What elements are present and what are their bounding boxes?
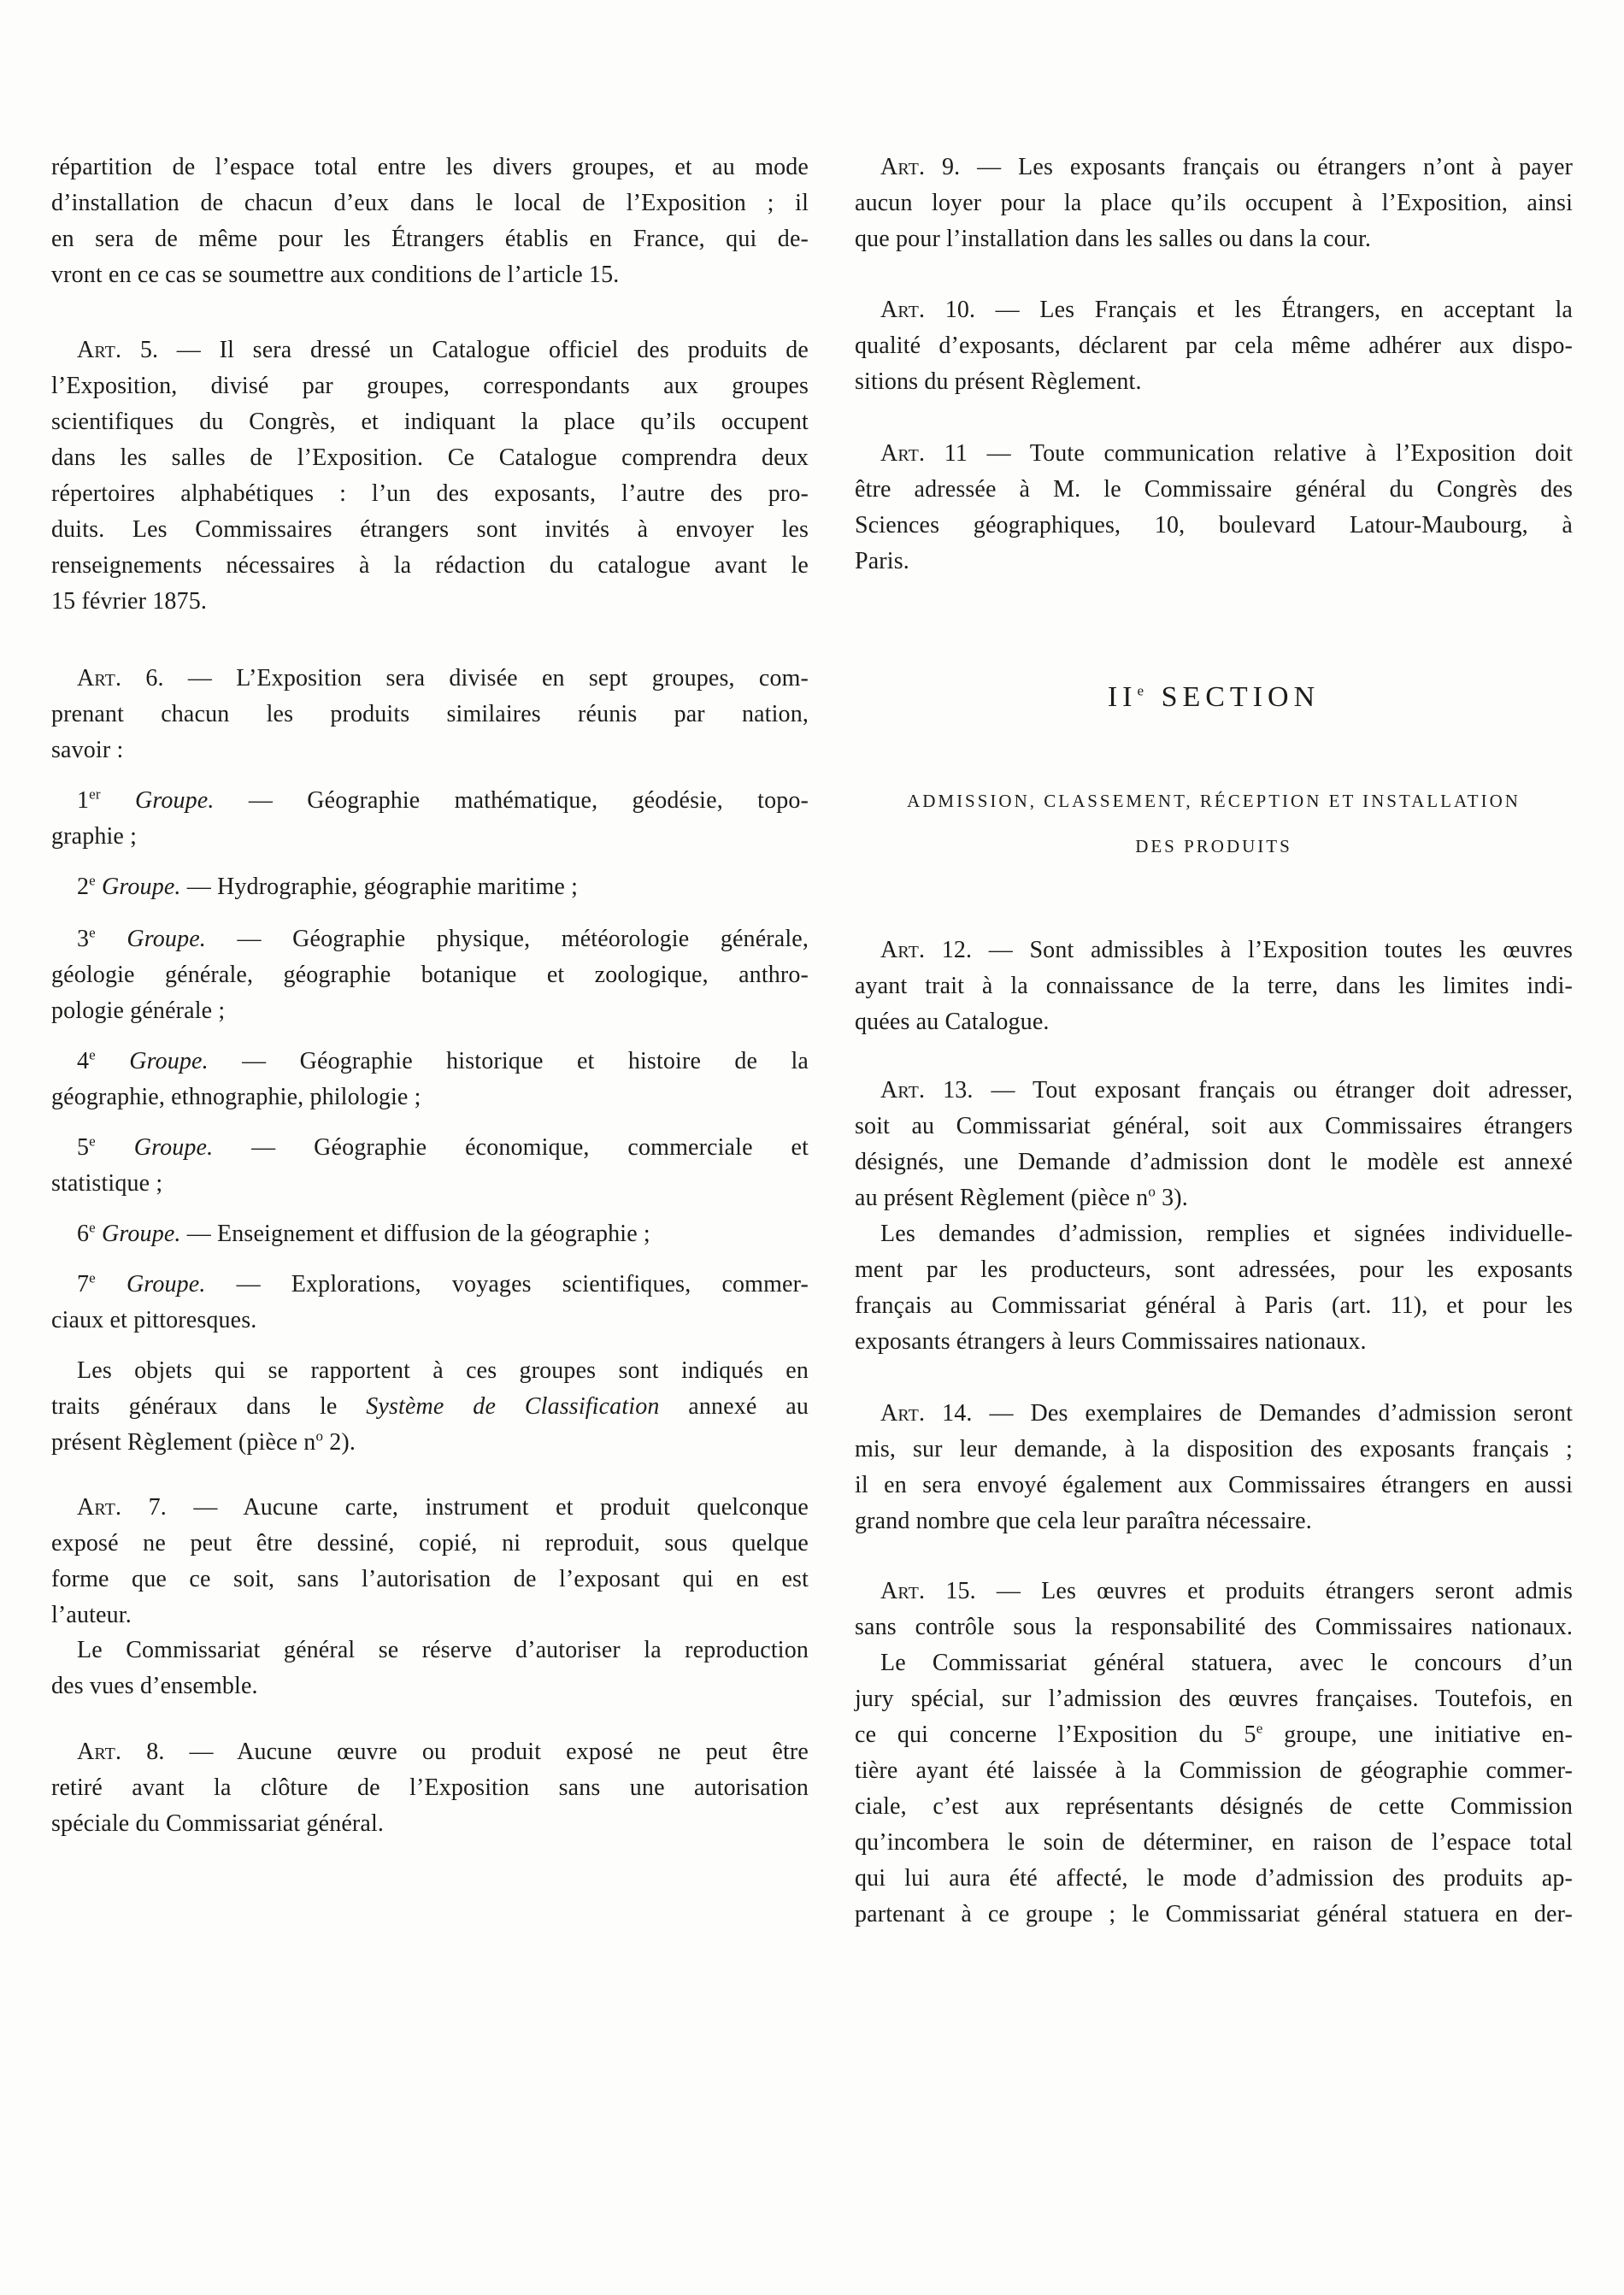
right-text-line: partenant à ce groupe ; le Commissariat général statuera en der- bbox=[855, 1901, 1573, 1927]
right-text-line: Art. 9. — Les exposants français ou étrangers n’ont à payer bbox=[880, 154, 1573, 180]
right-text-line: sans contrôle sous la responsabilité des Commissaires nationaux. bbox=[855, 1614, 1573, 1640]
left-text-line: 3e Groupe. — Géographie physique, météorologie générale, bbox=[77, 924, 809, 952]
left-text-line: forme que ce soit, sans l’autorisation de l’exposant qui en est bbox=[51, 1566, 809, 1592]
right-text-line: ment par les producteurs, sont adressées, pour les exposants bbox=[855, 1256, 1573, 1283]
right-text-line: tière ayant été laissée à la Commission de géographie commer- bbox=[855, 1757, 1573, 1784]
left-text-line: Les objets qui se rapportent à ces groupes sont indiqués en bbox=[77, 1357, 809, 1384]
section-heading: IIe SECTION bbox=[1107, 681, 1321, 713]
right-text-line: qui lui aura été affecté, le mode d’admission des produits ap- bbox=[855, 1865, 1573, 1892]
right-text-line: qualité d’exposants, déclarent par cela même adhérer aux dispo- bbox=[855, 332, 1573, 359]
left-text-line: duits. Les Commissaires étrangers sont invités à envoyer les bbox=[51, 516, 809, 543]
left-text-line: 15 février 1875. bbox=[51, 588, 208, 615]
right-text-line: Le Commissariat général statuera, avec le concours d’un bbox=[880, 1650, 1573, 1676]
right-text-line: aucun loyer pour la place qu’ils occupent à l’Exposition, ainsi bbox=[855, 190, 1573, 216]
left-text-line: savoir : bbox=[51, 737, 124, 763]
right-text-line: jury spécial, sur l’admission des œuvres françaises. Toutefois, en bbox=[855, 1686, 1573, 1712]
left-text-line: géologie générale, géographie botanique et zoologique, anthro- bbox=[51, 962, 809, 988]
right-text-line: ayant trait à la connaissance de la terre, dans les limites indi- bbox=[855, 973, 1573, 999]
right-text-line: être adressée à M. le Commissaire général du Congrès des bbox=[855, 476, 1573, 503]
right-text-line: soit au Commissariat général, soit aux Commissaires étrangers bbox=[855, 1113, 1573, 1139]
right-text-line: il en sera envoyé également aux Commissaires étrangers en aussi bbox=[855, 1472, 1573, 1498]
left-text-line: 1er Groupe. — Géographie mathématique, géodésie, topo- bbox=[77, 786, 809, 814]
left-text-line: Le Commissariat général se réserve d’autoriser la reproduction bbox=[77, 1637, 809, 1663]
left-text-line: l’auteur. bbox=[51, 1602, 132, 1628]
right-text-line: Art. 12. — Sont admissibles à l’Exposition toutes les œuvres bbox=[880, 937, 1573, 963]
right-text-line: ciale, c’est aux représentants désignés de cette Commission bbox=[855, 1793, 1573, 1820]
right-text-line: Art. 15. — Les œuvres et produits étrangers seront admis bbox=[880, 1578, 1573, 1604]
left-text-line: 5e Groupe. — Géographie économique, commerciale et bbox=[77, 1133, 809, 1161]
left-text-line: spéciale du Commissariat général. bbox=[51, 1810, 385, 1837]
left-text-line: pologie générale ; bbox=[51, 997, 226, 1024]
left-text-line: scientifiques du Congrès, et indiquant la place qu’ils occupent bbox=[51, 409, 809, 435]
right-text-line: Sciences géographiques, 10, boulevard Latour-Maubourg, à bbox=[855, 512, 1573, 538]
left-text-line: ciaux et pittoresques. bbox=[51, 1307, 257, 1333]
left-text-line: d’installation de chacun d’eux dans le local de l’Exposition ; il bbox=[51, 190, 809, 216]
left-text-line: 7e Groupe. — Explorations, voyages scientifiques, commer- bbox=[77, 1269, 809, 1298]
left-text-line: répartition de l’espace total entre les divers groupes, et au mode bbox=[51, 154, 809, 180]
left-text-line: prenant chacun les produits similaires réunis par nation, bbox=[51, 701, 809, 727]
left-text-line: 6e Groupe. — Enseignement et diffusion de la géographie ; bbox=[77, 1219, 650, 1247]
left-text-line: présent Règlement (pièce $n^o$ 2). bbox=[51, 1427, 356, 1456]
right-text-line: que pour l’installation dans les salles ou dans la cour. bbox=[855, 226, 1372, 252]
right-text-line: sitions du présent Règlement. bbox=[855, 368, 1142, 395]
left-text-line: Art. 6. — L’Exposition sera divisée en sept groupes, com- bbox=[77, 665, 809, 691]
section-subtitle: ADMISSION, CLASSEMENT, RÉCEPTION ET INSTALLATION bbox=[907, 791, 1521, 811]
left-text-line: répertoires alphabétiques : l’un des exposants, l’autre des pro- bbox=[51, 480, 809, 507]
left-text-line: en sera de même pour les Étrangers établis en France, qui de- bbox=[51, 226, 809, 252]
right-text-line: Art. 11 — Toute communication relative à l’Exposition doit bbox=[880, 440, 1573, 467]
left-text-line: statistique ; bbox=[51, 1170, 163, 1197]
left-text-line: Art. 7. — Aucune carte, instrument et produit quelconque bbox=[77, 1494, 809, 1521]
left-text-line: Art. 8. — Aucune œuvre ou produit exposé ne peut être bbox=[77, 1739, 809, 1765]
left-text-line: 2e Groupe. — Hydrographie, géographie maritime ; bbox=[77, 872, 579, 900]
left-text-line: vront en ce cas se soumettre aux conditions de l’article 15. bbox=[51, 262, 620, 288]
left-text-line: géographie, ethnographie, philologie ; bbox=[51, 1084, 421, 1110]
right-text-line: Les demandes d’admission, remplies et signées individuelle- bbox=[880, 1221, 1573, 1247]
right-text-line: Art. 14. — Des exemplaires de Demandes d’admission seront bbox=[880, 1400, 1573, 1427]
right-text-line: Art. 10. — Les Français et les Étrangers, en acceptant la bbox=[880, 297, 1573, 323]
right-text-line: ce qui concerne l’Exposition du 5e groupe, une initiative en- bbox=[855, 1720, 1574, 1748]
left-text-line: renseignements nécessaires à la rédaction du catalogue avant le bbox=[51, 552, 809, 579]
left-text-line: des vues d’ensemble. bbox=[51, 1673, 258, 1699]
left-text-line: 4e Groupe. — Géographie historique et histoire de la bbox=[77, 1046, 809, 1074]
left-text-line: dans les salles de l’Exposition. Ce Catalogue comprendra deux bbox=[51, 444, 809, 471]
right-text-line: grand nombre que cela leur paraîtra nécessaire. bbox=[855, 1508, 1312, 1534]
right-text-line: quées au Catalogue. bbox=[855, 1009, 1050, 1035]
right-text-line: Art. 13. — Tout exposant français ou étranger doit adresser, bbox=[880, 1077, 1573, 1103]
section-subtitle-continued: DES PRODUITS bbox=[1135, 836, 1292, 856]
left-text-line: traits généraux dans le Système de Classification annexé au bbox=[51, 1393, 809, 1420]
right-text-line: Paris. bbox=[855, 548, 909, 574]
left-text-line: Art. 5. — Il sera dressé un Catalogue officiel des produits de bbox=[77, 337, 809, 363]
right-text-line: qu’incombera le soin de déterminer, en raison de l’espace total bbox=[855, 1829, 1573, 1856]
right-text-line: au présent Règlement (pièce $n^o$ 3). bbox=[855, 1183, 1188, 1211]
right-text-line: désignés, une Demande d’admission dont le modèle est annexé bbox=[855, 1149, 1573, 1175]
right-text-line: exposants étrangers à leurs Commissaires nationaux. bbox=[855, 1328, 1367, 1355]
right-text-line: français au Commissariat général à Paris (art. 11), et pour les bbox=[855, 1292, 1573, 1319]
left-text-line: exposé ne peut être dessiné, copié, ni reproduit, sous quelque bbox=[51, 1530, 809, 1556]
left-text-line: retiré avant la clôture de l’Exposition sans une autorisation bbox=[51, 1774, 809, 1801]
left-text-line: l’Exposition, divisé par groupes, correspondants aux groupes bbox=[51, 373, 809, 399]
left-text-line: graphie ; bbox=[51, 823, 138, 850]
right-text-line: mis, sur leur demande, à la disposition des exposants français ; bbox=[855, 1436, 1573, 1462]
